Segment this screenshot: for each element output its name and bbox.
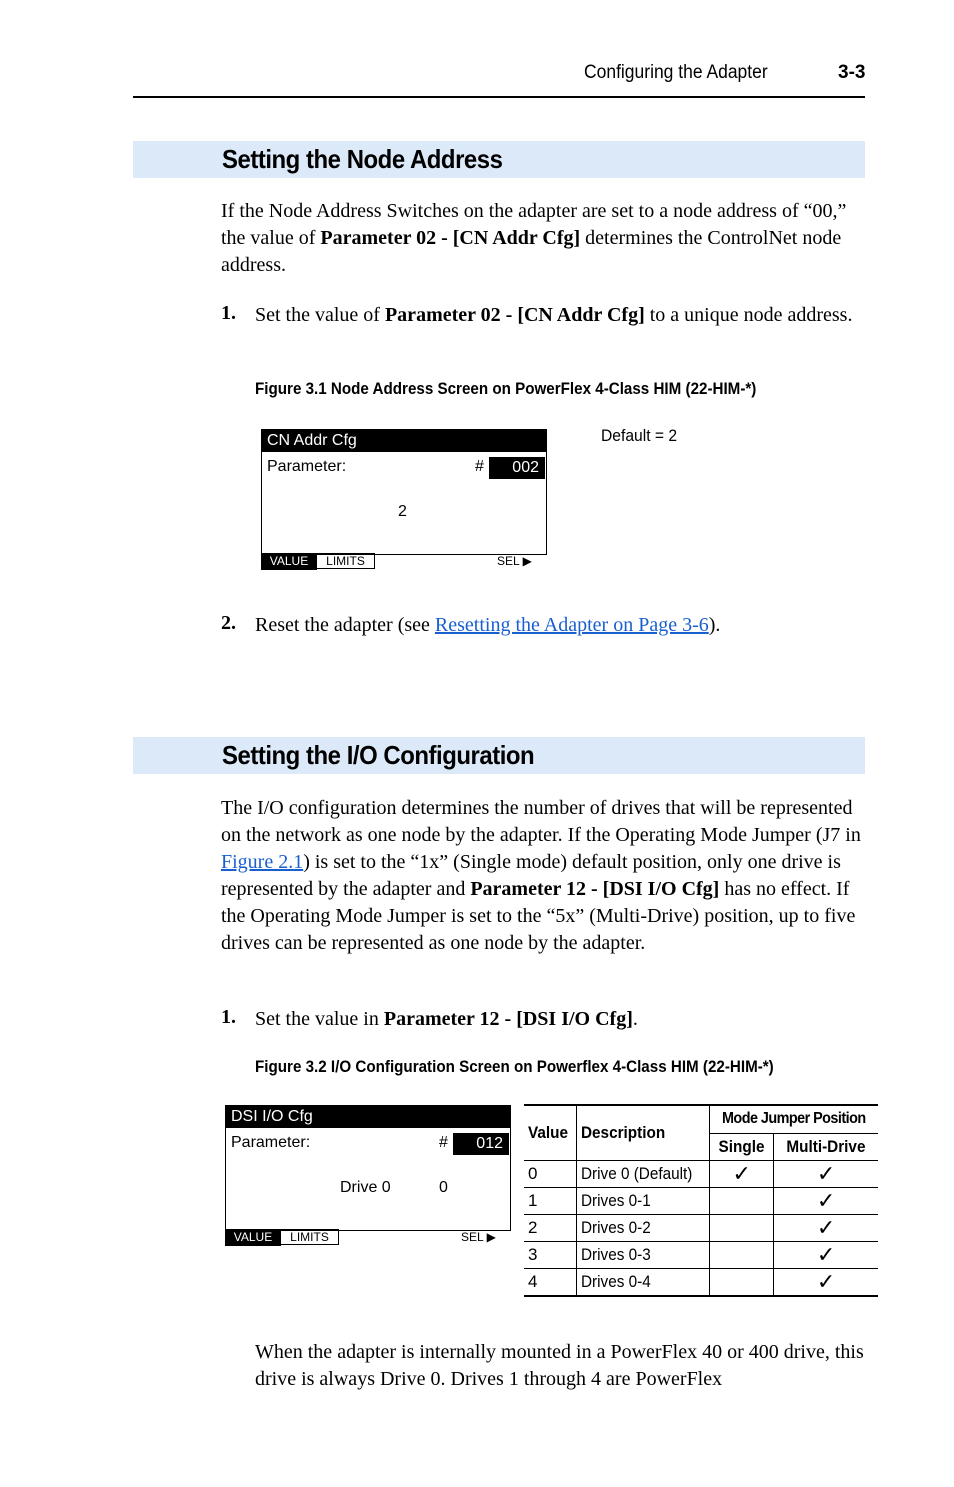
him-param-number: 002	[489, 457, 545, 479]
step-set-io-config: Set the value in Parameter 12 - [DSI I/O Cfg].	[255, 1008, 638, 1030]
softkey-value[interactable]: VALUE	[261, 553, 317, 570]
him-value: 2	[398, 503, 407, 520]
figure-caption: Figure 3.2 I/O Configuration Screen on Powerflex 4-Class HIM (22-HIM-*)	[255, 1058, 774, 1076]
softkey-sel[interactable]: SEL ▶	[461, 1230, 496, 1244]
check-icon: ✓	[774, 1188, 878, 1215]
him-hash: #	[439, 1134, 448, 1151]
table-row: 1 Drives 0-1 ✓	[524, 1188, 878, 1215]
col-header-multi-drive: Multi-Drive	[774, 1133, 878, 1160]
softkey-limits[interactable]: LIMITS	[317, 553, 375, 569]
closing-paragraph: When the adapter is internally mounted in a PowerFlex 40 or 400 drive, this drive is always Drive 0. Drives 1 through 4 are PowerFlex	[255, 1341, 864, 1390]
step-number: 2.	[221, 612, 236, 634]
col-header-value: Value	[524, 1105, 577, 1161]
step-number: 1.	[221, 1006, 236, 1028]
section-heading-band	[133, 737, 865, 774]
io-config-intro: The I/O configuration determines the number of drives that will be represented on the network as one node by the adapter. If the Operating Mode Jumper (J7 in Figure 2.1) is set to the “1x” (Single mode) default position, only one drive is represented by the adapter and Parameter 12 - [DSI I/O Cfg] has no effect. If the Operating Mode Jumper is set to the “5x” (Multi-Drive) position, up to five drives can be represented as one node by the adapter.	[221, 797, 861, 954]
him-screen-io-config	[225, 1105, 511, 1231]
him-title: DSI I/O Cfg	[226, 1106, 510, 1128]
him-screen-node-address	[261, 429, 547, 555]
link-figure-2-1[interactable]: Figure 2.1	[221, 851, 304, 873]
check-icon: ✓	[774, 1242, 878, 1269]
him-param-label: Parameter:	[231, 1134, 311, 1151]
link-resetting-adapter[interactable]: Resetting the Adapter on Page 3-6	[434, 614, 709, 636]
him-title: CN Addr Cfg	[262, 430, 546, 452]
step-set-node-address: Set the value of Parameter 02 - [CN Addr Cfg] to a unique node address.	[255, 304, 853, 326]
figure-caption: Figure 3.1 Node Address Screen on PowerFlex 4-Class HIM (22-HIM-*)	[255, 380, 757, 398]
him-param-number: 012	[453, 1133, 509, 1155]
softkey-limits[interactable]: LIMITS	[281, 1229, 339, 1245]
page-number: 3-3	[838, 62, 866, 83]
col-header-mode-jumper: Mode Jumper Position	[710, 1105, 878, 1133]
header-rule	[133, 96, 865, 98]
him-hash: #	[475, 458, 484, 475]
him-param-label: Parameter:	[267, 458, 347, 475]
softkey-sel[interactable]: SEL ▶	[497, 554, 532, 568]
him-softkeys	[225, 1229, 510, 1246]
him-softkeys	[261, 553, 546, 570]
step-number: 1.	[221, 302, 236, 324]
default-note: Default = 2	[601, 426, 678, 445]
section-heading-node-address: Setting the Node Address	[222, 144, 503, 174]
table-row: 0 Drive 0 (Default) ✓ ✓	[524, 1161, 878, 1188]
him-value-label: Drive 0	[340, 1179, 391, 1196]
running-title: Configuring the Adapter	[584, 62, 768, 83]
step-reset-adapter: Reset the adapter (see Resetting the Adapter on Page 3-6).	[255, 614, 721, 636]
node-address-intro: If the Node Address Switches on the adapter are set to a node address of “00,” the value of Parameter 02 - [CN Addr Cfg] determines the ControlNet node address.	[221, 200, 847, 276]
check-icon: ✓	[774, 1269, 878, 1297]
section-heading-band	[133, 141, 865, 178]
section-heading-io-configuration: Setting the I/O Configuration	[222, 740, 535, 770]
table-row: 4 Drives 0-4 ✓	[524, 1269, 878, 1297]
table-row: 3 Drives 0-3 ✓	[524, 1242, 878, 1269]
check-icon: ✓	[710, 1161, 774, 1188]
check-icon: ✓	[774, 1215, 878, 1242]
io-config-table	[524, 1104, 878, 1297]
col-header-single: Single	[710, 1133, 774, 1160]
him-value: 0	[439, 1179, 448, 1196]
col-header-description: Description	[577, 1105, 710, 1161]
table-row: 2 Drives 0-2 ✓	[524, 1215, 878, 1242]
softkey-value[interactable]: VALUE	[225, 1229, 281, 1246]
check-icon: ✓	[774, 1161, 878, 1188]
